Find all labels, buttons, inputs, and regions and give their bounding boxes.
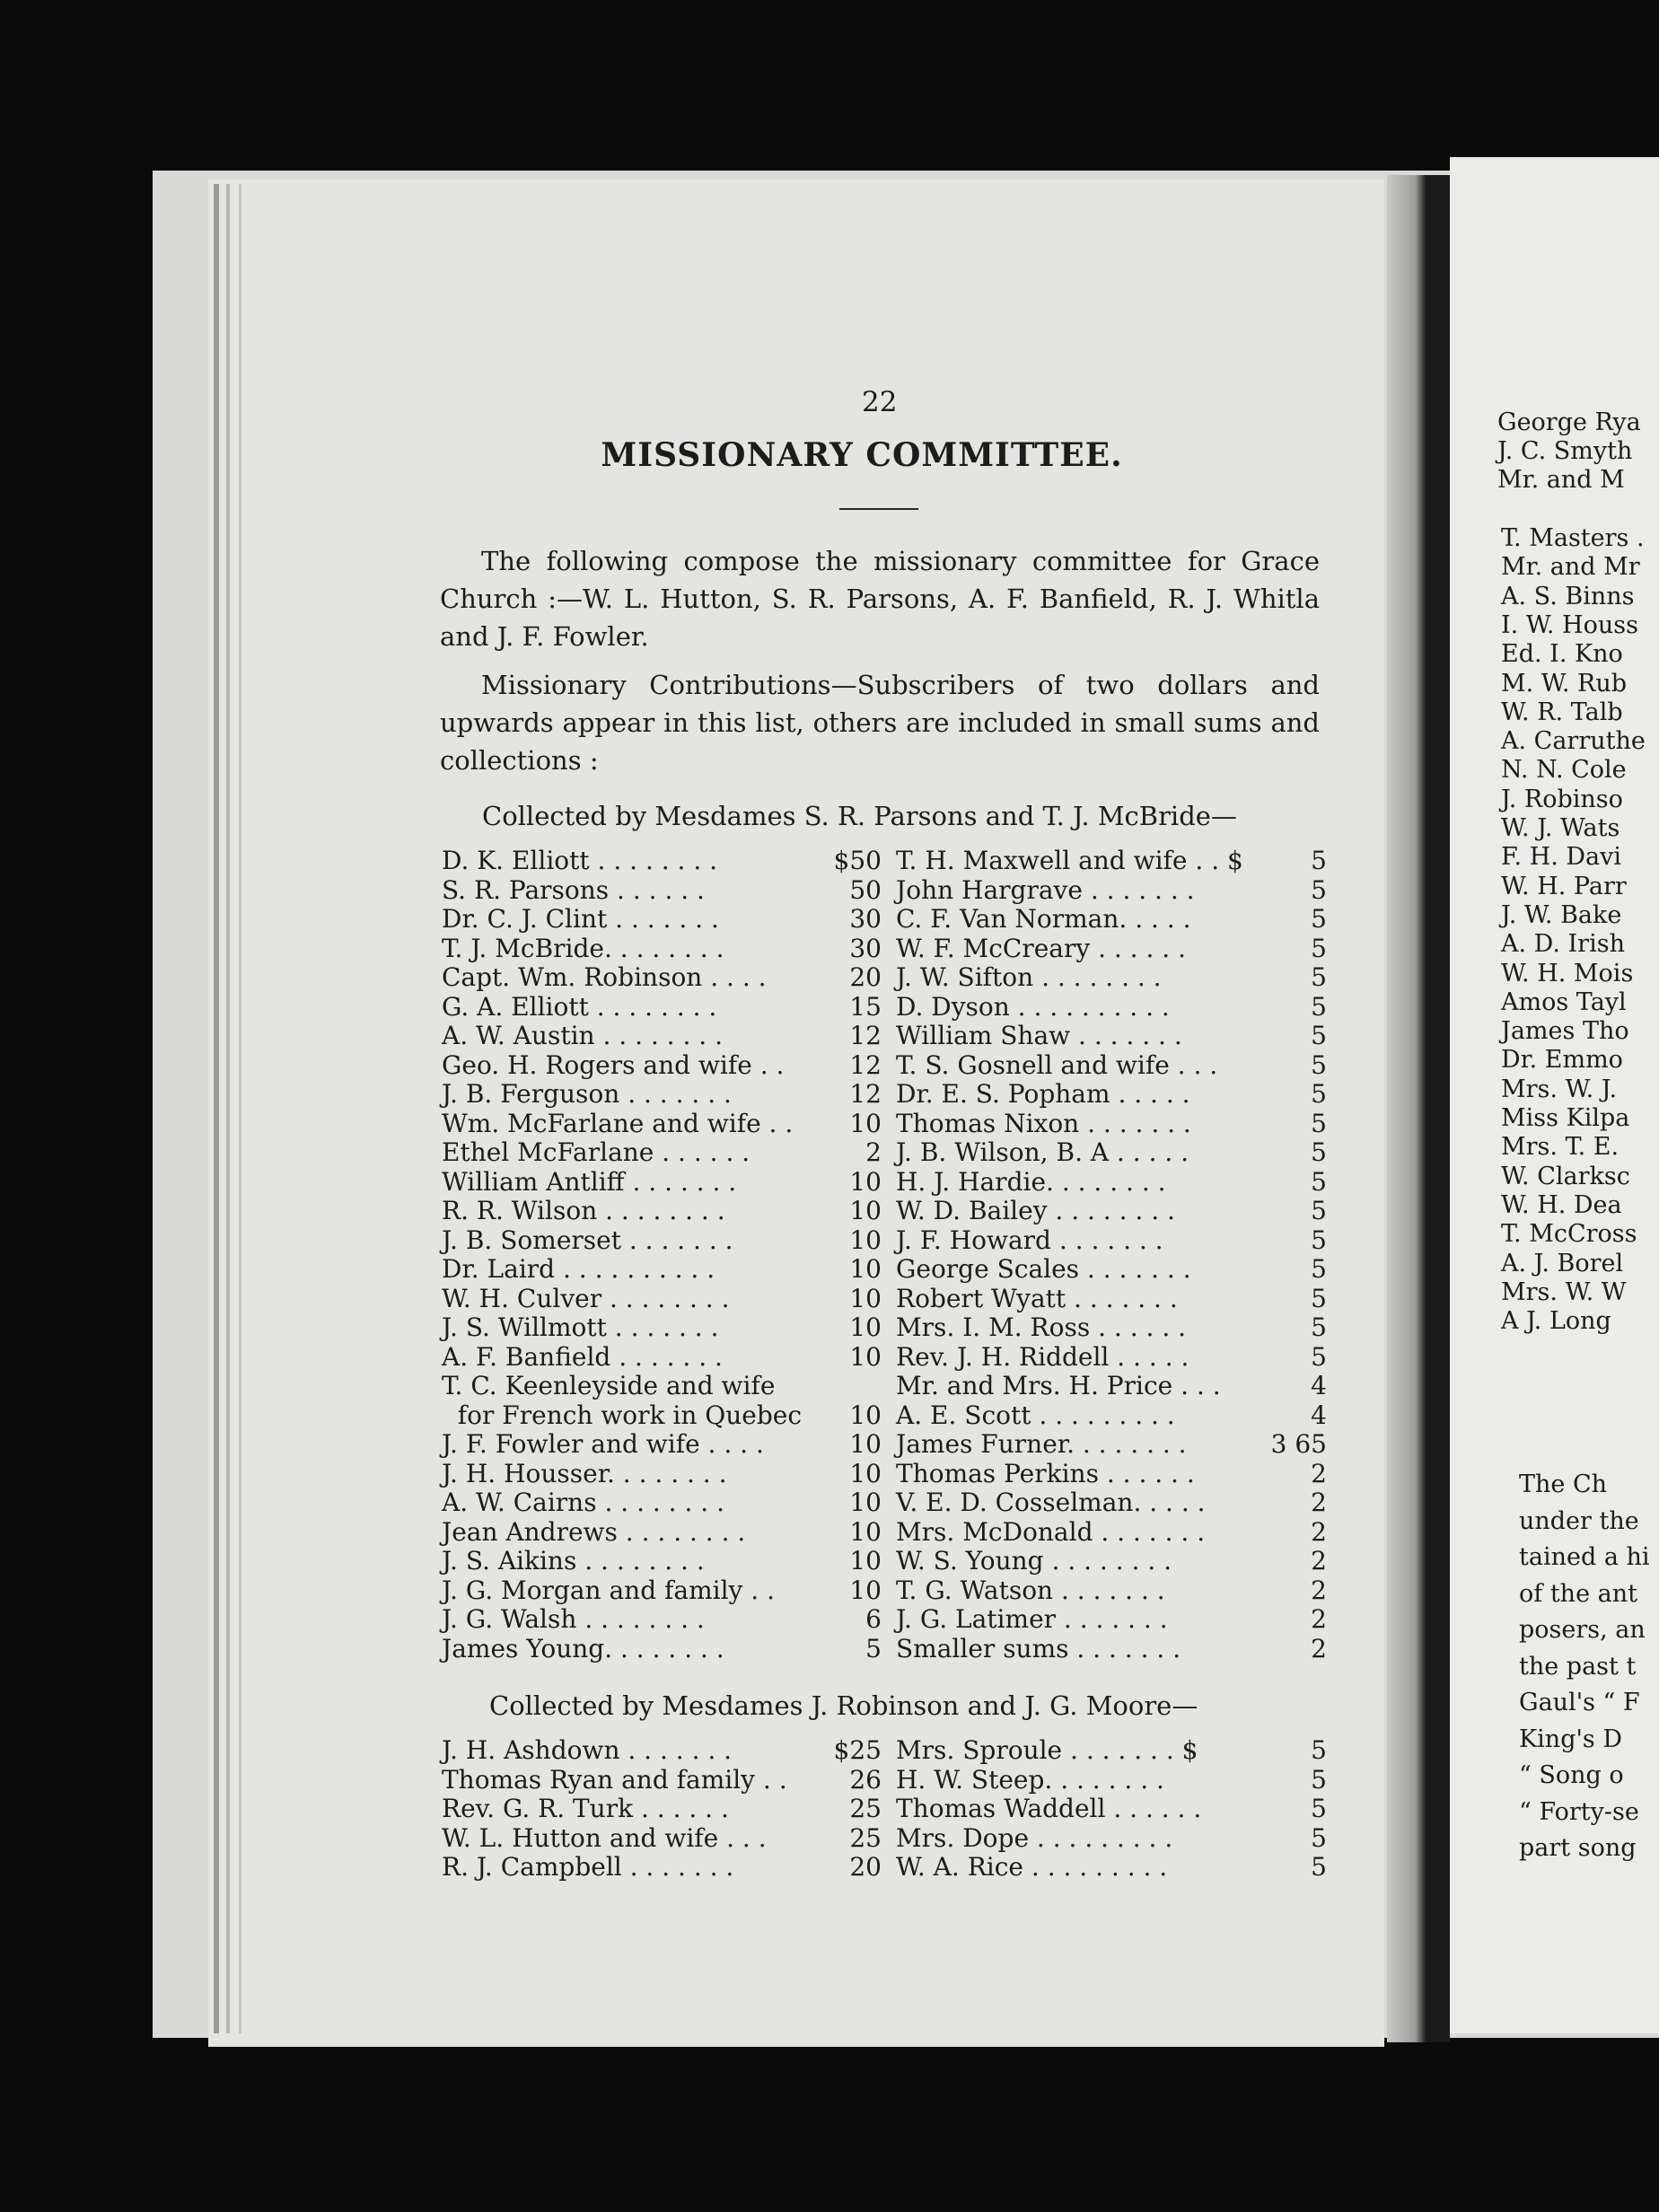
section1-right-subscriber-name: George Scales . . . . . . . — [896, 1254, 1191, 1284]
section2-left-subscriber-name: Thomas Ryan and family . . — [442, 1764, 787, 1795]
facing-page-line: I. W. Houss — [1501, 610, 1638, 639]
section1-right-subscriber-name: J. G. Latimer . . . . . . . — [896, 1604, 1168, 1634]
section1-left-subscriber-name: Dr. C. J. Clint . . . . . . . — [442, 904, 719, 934]
section1-left-subscriber-name: A. W. Cairns . . . . . . . . — [442, 1488, 724, 1517]
section1-right-subscriber-name: V. E. D. Cosselman. . . . . — [896, 1488, 1206, 1517]
section1-right-subscriber-name: W. S. Young . . . . . . . . — [896, 1546, 1172, 1576]
facing-page-line: A. J. Borel — [1501, 1249, 1624, 1277]
section1-right-subscriber-name: Robert Wyatt . . . . . . . — [896, 1283, 1178, 1313]
facing-page-line: J. W. Bake — [1501, 900, 1622, 929]
facing-page-line: James Tho — [1501, 1017, 1629, 1046]
facing-page-line: W. H. Dea — [1501, 1190, 1622, 1219]
section1-left-subscriber-amount: 15 — [849, 991, 882, 1022]
section2-left-subscriber-amount: 20 — [849, 1852, 882, 1882]
section2-left-subscriber-amount: 26 — [849, 1764, 882, 1795]
facing-page-line: A. S. Binns — [1501, 582, 1635, 610]
section1-right-subscriber-amount: 2 — [1311, 1458, 1327, 1488]
section1-left-subscriber-amount: 12 — [849, 1021, 882, 1050]
section1-left-subscriber-amount: 10 — [849, 1429, 882, 1459]
section2-right-subscriber-amount: 5 — [1311, 1852, 1327, 1882]
section1-left-subscriber-name: William Antliff . . . . . . . — [442, 1166, 737, 1197]
section1-right-subscriber-amount: 5 — [1311, 1283, 1327, 1313]
section1-left-subscriber-amount: 30 — [849, 904, 882, 934]
section1-left-subscriber-name: S. R. Parsons . . . . . . — [442, 874, 705, 905]
contributions-paragraph-text: Missionary Contributions—Subscribers of two dollars and upwards appear in this list, others are included in small sums and collections : — [440, 670, 1320, 776]
page-edge — [239, 184, 241, 2033]
facing-page-line: M. W. Rub — [1501, 669, 1628, 698]
section1-left-subscriber-amount: 20 — [849, 962, 882, 992]
page-number: 22 — [862, 386, 898, 418]
section2-right-subscriber-name: Mrs. Sproule . . . . . . . $ — [896, 1735, 1198, 1765]
section1-right-subscriber-name: W. D. Bailey . . . . . . . . — [896, 1196, 1175, 1225]
facing-page-line: W. H. Mois — [1501, 959, 1634, 988]
facing-page-line: George Rya — [1497, 408, 1641, 436]
section1-left-subscriber-amount: 10 — [849, 1224, 882, 1255]
section1-left-subscriber-amount — [819, 1371, 882, 1400]
section1-left-subscriber-amount: 10 — [849, 1166, 882, 1197]
section1-left-subscriber-amount: 6 — [865, 1604, 882, 1634]
section1-right-subscriber-name: Dr. E. S. Popham . . . . . — [896, 1079, 1190, 1109]
section1-left-subscriber-name: for French work in Quebec — [442, 1400, 803, 1430]
section1-left-subscriber-amount: 10 — [849, 1575, 882, 1605]
section1-right-subscriber-amount: 5 — [1311, 1137, 1327, 1167]
section1-right-subscriber-amount: 5 — [1311, 846, 1327, 875]
section1-right-subscriber-name: C. F. Van Norman. . . . . — [896, 904, 1191, 934]
section2-left-subscriber-amount: $25 — [833, 1735, 882, 1765]
section1-right-subscriber-amount: 5 — [1311, 962, 1327, 992]
section1-left-subscriber-amount: 10 — [849, 1108, 882, 1138]
facing-page-line: N. N. Cole — [1501, 756, 1627, 785]
facing-page-line: Dr. Emmo — [1501, 1046, 1623, 1075]
section1-left-subscriber-amount: 10 — [849, 1283, 882, 1313]
section1-left-subscriber-name: D. K. Elliott . . . . . . . . — [442, 846, 718, 875]
page-edge — [214, 184, 219, 2033]
section1-left-subscriber-amount: 10 — [849, 1458, 882, 1488]
section1-right-subscriber-name: Mrs. McDonald . . . . . . . — [896, 1516, 1206, 1547]
section1-right-subscriber-name: T. G. Watson . . . . . . . — [896, 1575, 1165, 1605]
facing-page-line: Gaul's “ F — [1519, 1689, 1640, 1716]
section1-right-subscriber-name: Mrs. I. M. Ross . . . . . . — [896, 1312, 1187, 1342]
section1-right-subscriber-amount: 5 — [1311, 1254, 1327, 1284]
section1-left-subscriber-amount: 10 — [849, 1196, 882, 1225]
section1-left-subscriber-amount: 10 — [849, 1546, 882, 1576]
section1-heading: Collected by Mesdames S. R. Parsons and T. J. McBride— — [482, 801, 1237, 831]
section1-left-subscriber-name: A. F. Banfield . . . . . . . — [442, 1341, 723, 1372]
section1-right-subscriber-name: D. Dyson . . . . . . . . . . — [896, 991, 1170, 1022]
facing-page-line: A J. Long — [1501, 1307, 1611, 1336]
facing-page-line: The Ch — [1519, 1470, 1608, 1498]
section1-right-subscriber-name: T. H. Maxwell and wife . . $ — [896, 846, 1243, 875]
title-rule — [839, 508, 918, 510]
facing-page-line: posers, an — [1519, 1616, 1646, 1644]
facing-page-line: part song — [1519, 1834, 1637, 1862]
facing-page-line: T. McCross — [1501, 1220, 1637, 1249]
section1-left-subscriber-amount: 10 — [849, 1516, 882, 1547]
section1-right-subscriber-amount: 5 — [1311, 1224, 1327, 1255]
section1-right-subscriber-amount: 2 — [1311, 1633, 1327, 1663]
section1-left-subscriber-name: Geo. H. Rogers and wife . . — [442, 1049, 785, 1080]
facing-page-line: Mr. and Mr — [1501, 553, 1640, 582]
section1-right-subscriber-amount: 5 — [1311, 1341, 1327, 1372]
section2-right-subscriber-amount: 5 — [1311, 1764, 1327, 1795]
section2-left-subscriber-name: J. H. Ashdown . . . . . . . — [442, 1735, 733, 1765]
section1-right-subscriber-amount: 5 — [1311, 904, 1327, 934]
section2-right-subscriber-name: H. W. Steep. . . . . . . . — [896, 1764, 1164, 1795]
section1-left-subscriber-amount: 10 — [849, 1254, 882, 1284]
section1-right-subscriber-amount: 5 — [1311, 874, 1327, 905]
section1-right-subscriber-name: Smaller sums . . . . . . . — [896, 1633, 1181, 1663]
facing-page-line: J. Robinso — [1501, 785, 1623, 813]
committee-paragraph — [440, 542, 1320, 655]
section1-right-subscriber-amount: 5 — [1311, 1108, 1327, 1138]
section1-right-subscriber-amount: 5 — [1311, 1079, 1327, 1109]
section1-left-subscriber-name: J. F. Fowler and wife . . . . — [442, 1429, 764, 1459]
section1-left-subscriber-amount: $50 — [833, 846, 882, 875]
facing-page-line: Amos Tayl — [1501, 988, 1627, 1016]
section2-left-subscriber-amount: 25 — [849, 1822, 882, 1853]
facing-page-line: J. C. Smyth — [1497, 437, 1633, 465]
section1-left-subscriber-name: Ethel McFarlane . . . . . . — [442, 1137, 750, 1167]
section1-right-subscriber-name: A. E. Scott . . . . . . . . . — [896, 1400, 1175, 1430]
section1-left-subscriber-name: Wm. McFarlane and wife . . — [442, 1108, 794, 1138]
section1-left-subscriber-name: G. A. Elliott . . . . . . . . — [442, 991, 717, 1022]
section1-right-subscriber-amount: 5 — [1311, 991, 1327, 1022]
section1-left-subscriber-name: Jean Andrews . . . . . . . . — [442, 1516, 746, 1547]
facing-page-line: W. H. Parr — [1501, 872, 1627, 900]
facing-page-line: tained a hi — [1519, 1543, 1650, 1571]
facing-page-line: “ Song o — [1519, 1761, 1624, 1789]
section2-right-subscriber-amount: 5 — [1311, 1822, 1327, 1853]
section1-right-subscriber-amount: 2 — [1311, 1488, 1327, 1517]
section2-left-subscriber-name: W. L. Hutton and wife . . . — [442, 1822, 767, 1853]
section2-left-subscriber-name: R. J. Campbell . . . . . . . — [442, 1852, 734, 1882]
facing-page-line: Mrs. W. W — [1501, 1277, 1627, 1306]
facing-page-line: Mr. and M — [1497, 466, 1625, 494]
section2-right-subscriber-name: Thomas Waddell . . . . . . — [896, 1794, 1202, 1823]
facing-page-line: A. D. Irish — [1501, 930, 1625, 959]
section1-left-subscriber-name: J. B. Ferguson . . . . . . . — [442, 1079, 732, 1109]
section1-right-subscriber-name: W. F. McCreary . . . . . . — [896, 933, 1186, 963]
section1-left-subscriber-amount: 30 — [849, 933, 882, 963]
section1-left-subscriber-name: J. S. Willmott . . . . . . . — [442, 1312, 719, 1342]
facing-page-line: “ Forty-se — [1519, 1797, 1639, 1826]
section1-right-subscriber-amount: 2 — [1311, 1575, 1327, 1605]
book-gutter — [1387, 175, 1450, 2042]
section1-right-subscriber-amount: 2 — [1311, 1546, 1327, 1576]
section1-left-subscriber-name: W. H. Culver . . . . . . . . — [442, 1283, 730, 1313]
section1-right-subscriber-name: John Hargrave . . . . . . . — [896, 874, 1195, 905]
facing-page-line: T. Masters . — [1501, 524, 1645, 552]
facing-page-line: F. H. Davi — [1501, 843, 1622, 872]
facing-page-line: King's D — [1519, 1725, 1622, 1753]
section1-left-subscriber-name: A. W. Austin . . . . . . . . — [442, 1021, 723, 1050]
section1-left-subscriber-name: J. S. Aikins . . . . . . . . — [442, 1546, 705, 1576]
section1-right-subscriber-name: J. F. Howard . . . . . . . — [896, 1224, 1163, 1255]
committee-paragraph-text: The following compose the missionary committee for Grace Church :—W. L. Hutton, S. R. Parsons, A. F. Banfield, R. J. Whitla and J. F. Fowler. — [440, 546, 1320, 652]
section1-right-subscriber-amount: 4 — [1311, 1400, 1327, 1430]
facing-page-line: A. Carruthe — [1501, 727, 1646, 756]
section2-heading: Collected by Mesdames J. Robinson and J. G. Moore— — [489, 1690, 1198, 1721]
facing-page-line: W. J. Wats — [1501, 814, 1620, 842]
facing-page-line: under the — [1519, 1506, 1639, 1535]
section1-right-subscriber-name: Mr. and Mrs. H. Price . . . — [896, 1371, 1221, 1400]
section2-right-subscriber-amount: 5 — [1311, 1794, 1327, 1823]
section1-left-subscriber-name: T. C. Keenleyside and wife — [442, 1371, 776, 1400]
section1-right-subscriber-name: T. S. Gosnell and wife . . . — [896, 1049, 1218, 1080]
facing-page-line: Mrs. T. E. — [1501, 1133, 1620, 1162]
page-title: MISSIONARY COMMITTEE. — [601, 436, 1123, 474]
section1-left-subscriber-amount: 10 — [849, 1341, 882, 1372]
section1-right-subscriber-amount: 2 — [1311, 1604, 1327, 1634]
section1-left-subscriber-amount: 50 — [849, 874, 882, 905]
section1-left-subscriber-name: Dr. Laird . . . . . . . . . . — [442, 1254, 715, 1284]
section1-right-subscriber-name: Thomas Perkins . . . . . . — [896, 1458, 1195, 1488]
section1-left-subscriber-amount: 10 — [849, 1488, 882, 1517]
section1-right-subscriber-name: Thomas Nixon . . . . . . . — [896, 1108, 1191, 1138]
section1-left-subscriber-name: J. G. Morgan and family . . — [442, 1575, 775, 1605]
section1-left-subscriber-name: R. R. Wilson . . . . . . . . — [442, 1196, 725, 1225]
section1-right-subscriber-amount: 5 — [1311, 1021, 1327, 1050]
section1-left-subscriber-amount: 12 — [849, 1079, 882, 1109]
section1-left-subscriber-name: Capt. Wm. Robinson . . . . — [442, 962, 767, 992]
section1-right-subscriber-name: H. J. Hardie. . . . . . . . — [896, 1166, 1166, 1197]
section1-left-subscriber-amount: 10 — [849, 1400, 882, 1430]
section2-right-subscriber-name: Mrs. Dope . . . . . . . . . — [896, 1822, 1173, 1853]
section1-left-subscriber-name: James Young. . . . . . . . — [442, 1633, 724, 1663]
section1-right-subscriber-name: Rev. J. H. Riddell . . . . . — [896, 1341, 1189, 1372]
section1-left-subscriber-amount: 5 — [865, 1633, 882, 1663]
section1-left-subscriber-name: J. B. Somerset . . . . . . . — [442, 1224, 733, 1255]
section1-right-subscriber-amount: 5 — [1311, 1196, 1327, 1225]
contributions-paragraph — [440, 666, 1320, 779]
section1-right-subscriber-amount: 3 65 — [1270, 1429, 1327, 1459]
facing-page-line: the past t — [1519, 1652, 1637, 1681]
section1-right-subscriber-name: J. B. Wilson, B. A . . . . . — [896, 1137, 1189, 1167]
section1-left-subscriber-name: J. G. Walsh . . . . . . . . — [442, 1604, 705, 1634]
section1-left-subscriber-name: J. H. Housser. . . . . . . . — [442, 1458, 727, 1488]
section2-right-subscriber-amount: 5 — [1311, 1735, 1327, 1765]
section1-right-subscriber-amount: 2 — [1311, 1516, 1327, 1547]
section2-left-subscriber-amount: 25 — [849, 1794, 882, 1823]
section1-left-subscriber-amount: 10 — [849, 1312, 882, 1342]
facing-page-line: Ed. I. Kno — [1501, 640, 1623, 669]
section1-left-subscriber-amount: 2 — [865, 1137, 882, 1167]
facing-page-line: Miss Kilpa — [1501, 1104, 1630, 1132]
facing-page-line: of the ant — [1519, 1579, 1637, 1608]
section2-left-subscriber-name: Rev. G. R. Turk . . . . . . — [442, 1794, 729, 1823]
section1-right-subscriber-name: William Shaw . . . . . . . — [896, 1021, 1182, 1050]
section1-left-subscriber-amount: 12 — [849, 1049, 882, 1080]
facing-page-line: Mrs. W. J. — [1501, 1075, 1618, 1103]
section1-right-subscriber-amount: 5 — [1311, 1049, 1327, 1080]
facing-page-line: W. Clarksc — [1501, 1162, 1630, 1190]
section1-right-subscriber-amount: 5 — [1311, 1312, 1327, 1342]
section1-right-subscriber-name: James Furner. . . . . . . . — [896, 1429, 1187, 1459]
section1-right-subscriber-name: J. W. Sifton . . . . . . . . — [896, 962, 1162, 992]
section1-left-subscriber-name: T. J. McBride. . . . . . . . — [442, 933, 724, 963]
section1-right-subscriber-amount: 4 — [1311, 1371, 1327, 1400]
facing-page-line: W. R. Talb — [1501, 698, 1623, 726]
section1-right-subscriber-amount: 5 — [1311, 933, 1327, 963]
section2-right-subscriber-name: W. A. Rice . . . . . . . . . — [896, 1852, 1168, 1882]
page-edge — [226, 184, 230, 2033]
section1-right-subscriber-amount: 5 — [1311, 1166, 1327, 1197]
